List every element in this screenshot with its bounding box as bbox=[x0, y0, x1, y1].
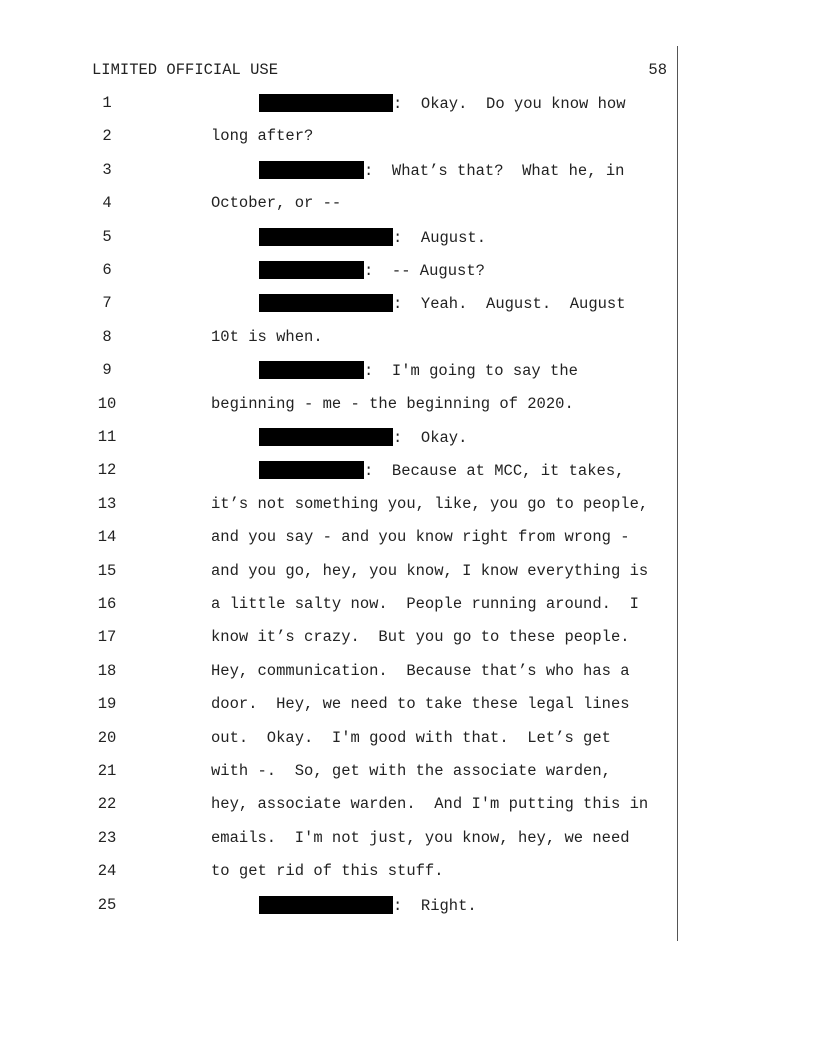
speaker-line bbox=[259, 461, 624, 480]
redacted-speaker-name bbox=[259, 261, 364, 279]
spoken-text: : -- August? bbox=[364, 262, 485, 280]
transcript-line bbox=[0, 461, 816, 481]
transcript-text: emails. I'm not just, you know, hey, we need bbox=[211, 828, 630, 847]
speaker-line bbox=[259, 94, 626, 113]
spoken-text: : August. bbox=[393, 228, 487, 247]
line-number: 21 bbox=[97, 762, 117, 780]
transcript-line bbox=[0, 94, 816, 114]
redacted-speaker-name bbox=[259, 161, 364, 179]
line-number: 12 bbox=[97, 461, 117, 480]
line-number: 8 bbox=[102, 327, 112, 346]
line-number: 7 bbox=[102, 294, 112, 313]
page-number: 58 bbox=[648, 61, 667, 79]
transcript-text: hey, associate warden. And I'm putting this in bbox=[211, 795, 649, 814]
spoken-text: : Right. bbox=[393, 896, 477, 915]
speaker-line bbox=[259, 428, 467, 447]
spoken-text: : Yeah. August. August bbox=[393, 295, 626, 314]
speaker-line bbox=[259, 228, 486, 247]
transcript-line bbox=[0, 395, 816, 415]
transcript-line bbox=[0, 361, 816, 381]
transcript-line bbox=[0, 628, 816, 648]
line-number: 23 bbox=[97, 828, 117, 847]
line-number: 3 bbox=[102, 160, 112, 179]
line-number: 4 bbox=[102, 194, 112, 213]
line-number: 5 bbox=[102, 227, 112, 246]
line-number: 24 bbox=[97, 862, 117, 881]
spoken-text: : I'm going to say the bbox=[364, 362, 578, 381]
line-number: 1 bbox=[102, 94, 112, 112]
line-number: 14 bbox=[97, 528, 117, 547]
transcript-line bbox=[0, 228, 816, 248]
transcript-line bbox=[0, 194, 816, 214]
transcript-line bbox=[0, 261, 816, 281]
transcript-line bbox=[0, 328, 816, 348]
redacted-speaker-name bbox=[259, 361, 364, 379]
transcript-line bbox=[0, 762, 816, 782]
transcript-line bbox=[0, 829, 816, 849]
redacted-speaker-name bbox=[259, 461, 364, 479]
redacted-speaker-name bbox=[259, 228, 393, 246]
redacted-speaker-name bbox=[259, 294, 393, 312]
line-number: 25 bbox=[97, 895, 117, 914]
redacted-speaker-name bbox=[259, 428, 393, 446]
line-number: 6 bbox=[102, 261, 112, 279]
transcript-line bbox=[0, 127, 816, 147]
line-number: 18 bbox=[97, 661, 117, 680]
transcript-text: door. Hey, we need to take these legal lines bbox=[211, 695, 630, 714]
transcript-line bbox=[0, 729, 816, 749]
transcript-text: out. Okay. I'm good with that. Let’s get bbox=[211, 728, 611, 747]
transcript-text: with -. So, get with the associate warden, bbox=[211, 762, 611, 780]
transcript-text: and you go, hey, you know, I know everything is bbox=[211, 561, 649, 580]
speaker-line bbox=[259, 261, 485, 280]
redacted-speaker-name bbox=[259, 896, 393, 914]
transcript-line bbox=[0, 695, 816, 715]
line-number: 20 bbox=[97, 728, 117, 747]
transcript-text: beginning - me - the beginning of 2020. bbox=[211, 394, 574, 413]
transcript-text: Hey, communication. Because that’s who has a bbox=[211, 661, 630, 680]
transcript-line bbox=[0, 862, 816, 882]
line-number: 16 bbox=[97, 595, 117, 613]
transcript-text: 10t is when. bbox=[211, 327, 323, 346]
line-number: 17 bbox=[97, 628, 117, 647]
transcript-text: to get rid of this stuff. bbox=[211, 862, 444, 881]
line-number: 22 bbox=[97, 795, 117, 814]
transcript-line bbox=[0, 662, 816, 682]
line-number: 10 bbox=[97, 394, 117, 413]
line-number: 9 bbox=[102, 361, 112, 380]
transcript-line bbox=[0, 161, 816, 181]
transcript-text: long after? bbox=[211, 127, 314, 146]
transcript-text: a little salty now. People running around. I bbox=[211, 595, 639, 613]
transcript-line bbox=[0, 495, 816, 515]
line-number: 13 bbox=[97, 494, 117, 513]
transcript-line bbox=[0, 795, 816, 815]
spoken-text: : Because at MCC, it takes, bbox=[364, 462, 625, 481]
speaker-line bbox=[259, 161, 624, 180]
speaker-line bbox=[259, 294, 626, 313]
transcript-line bbox=[0, 294, 816, 314]
spoken-text: : Okay. Do you know how bbox=[393, 95, 626, 113]
transcript-line bbox=[0, 562, 816, 582]
classification-header: LIMITED OFFICIAL USE bbox=[92, 61, 279, 79]
transcript-text: October, or -- bbox=[211, 194, 342, 213]
transcript-text: it’s not something you, like, you go to people, bbox=[211, 494, 649, 513]
line-number: 15 bbox=[97, 561, 117, 580]
line-number: 2 bbox=[102, 127, 112, 146]
redacted-speaker-name bbox=[259, 94, 393, 112]
line-number: 19 bbox=[97, 695, 117, 714]
speaker-line bbox=[259, 896, 477, 915]
transcript-line bbox=[0, 595, 816, 615]
transcript-text: know it’s crazy. But you go to these people. bbox=[211, 628, 630, 647]
transcript-line bbox=[0, 428, 816, 448]
transcript-line bbox=[0, 896, 816, 916]
transcript-line bbox=[0, 528, 816, 548]
transcript-text: and you say - and you know right from wrong - bbox=[211, 528, 630, 547]
spoken-text: : Okay. bbox=[393, 429, 468, 447]
spoken-text: : What’s that? What he, in bbox=[364, 161, 625, 180]
speaker-line bbox=[259, 361, 578, 380]
line-number: 11 bbox=[97, 428, 117, 446]
